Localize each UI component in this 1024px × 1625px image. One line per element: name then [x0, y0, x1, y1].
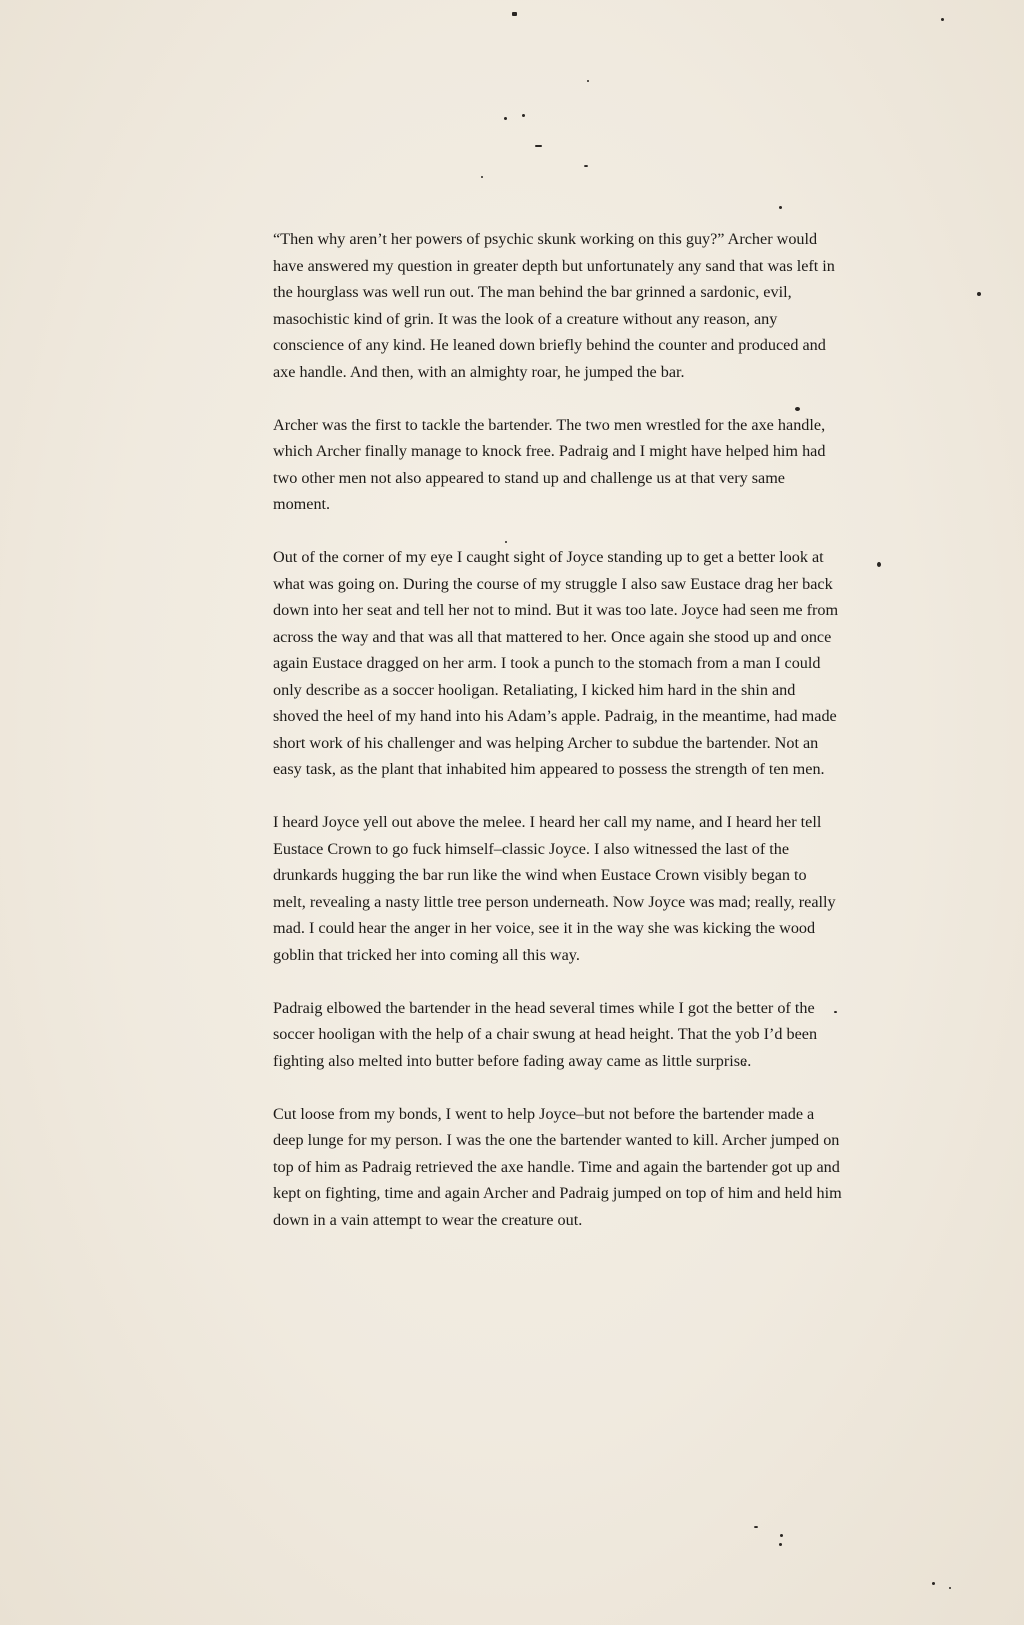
- paper-speck: [512, 12, 517, 16]
- body-text: [273, 226, 843, 1260]
- paper-speck: [535, 145, 542, 147]
- paragraph: I heard Joyce yell out above the melee. I heard her call my name, and I heard her tell Eustace Crown to go fuck himself–classic Joyce. I also witnessed the last of the drunkards hugging the bar run like the wind when Eustace Crown visibly began to melt, revealing a nasty little tree person underneath. Now Joyce was mad; really, really mad. I could hear the anger in her voice, see it in the way she was kicking the wood goblin that tricked her into coming all this way.: [273, 813, 836, 964]
- paper-speck: [949, 1587, 951, 1589]
- paper-speck: [779, 1543, 782, 1546]
- paragraph: Cut loose from my bonds, I went to help Joyce–but not before the bartender made a deep lunge for my person. I was the one the bartender wanted to kill. Archer jumped on top of him as Padraig retrieved the axe handle. Time and again the bartender got up and kept on fighting, time and again Archer and Padraig jumped on top of him and held him down in a vain attempt to wear the creature out.: [273, 1104, 842, 1229]
- paper-speck: [780, 1534, 783, 1537]
- paper-speck: [522, 114, 525, 117]
- paragraph: Archer was the first to tackle the bartender. The two men wrestled for the axe handle, which Archer finally manage to knock free. Padraig and I might have helped him had two other men not also appeared to stand up and challenge us at that very same moment.: [273, 415, 826, 513]
- paper-speck: [504, 117, 507, 120]
- paper-speck: [587, 80, 589, 82]
- paragraph: “Then why aren’t her powers of psychic skunk working on this guy?” Archer would have answered my question in greater depth but unfortunately any sand that was left in the hourglass was well run out. The man behind the bar grinned a sardonic, evil, masochistic kind of grin. It was the look of a creature without any reason, any conscience of any kind. He leaned down briefly behind the counter and produced and axe handle. And then, with an almighty roar, he jumped the bar.: [273, 230, 835, 381]
- paper-speck: [481, 176, 483, 178]
- paper-speck: [779, 206, 782, 209]
- paper-speck: [977, 292, 981, 296]
- paragraph: Padraig elbowed the bartender in the head several times while I got the better of the soccer hooligan with the help of a chair swung at head height. That the yob I’d been fighting also melted into butter before fading away came as little surprise.: [273, 998, 818, 1070]
- paper-speck: [877, 562, 881, 567]
- paper-speck: [941, 18, 944, 21]
- paper-speck: [584, 165, 588, 167]
- paper-speck: [932, 1582, 935, 1585]
- paper-speck: [754, 1526, 758, 1528]
- paragraph: Out of the corner of my eye I caught sight of Joyce standing up to get a better look at what was going on. During the course of my struggle I also saw Eustace drag her back down into her seat and tell her not to mind. But it was too late. Joyce had seen me from across the way and that was all that mattered to her. Once again she stood up and once again Eustace dragged on her arm. I took a punch to the stomach from a man I could only describe as a soccer hooligan. Retaliating, I kicked him hard in the shin and shoved the heel of my hand into his Adam’s apple. Padraig, in the meantime, had made short work of his challenger and was helping Archer to subdue the bartender. Not an easy task, as the plant that inhabited him appeared to possess the strength of ten men.: [273, 548, 839, 778]
